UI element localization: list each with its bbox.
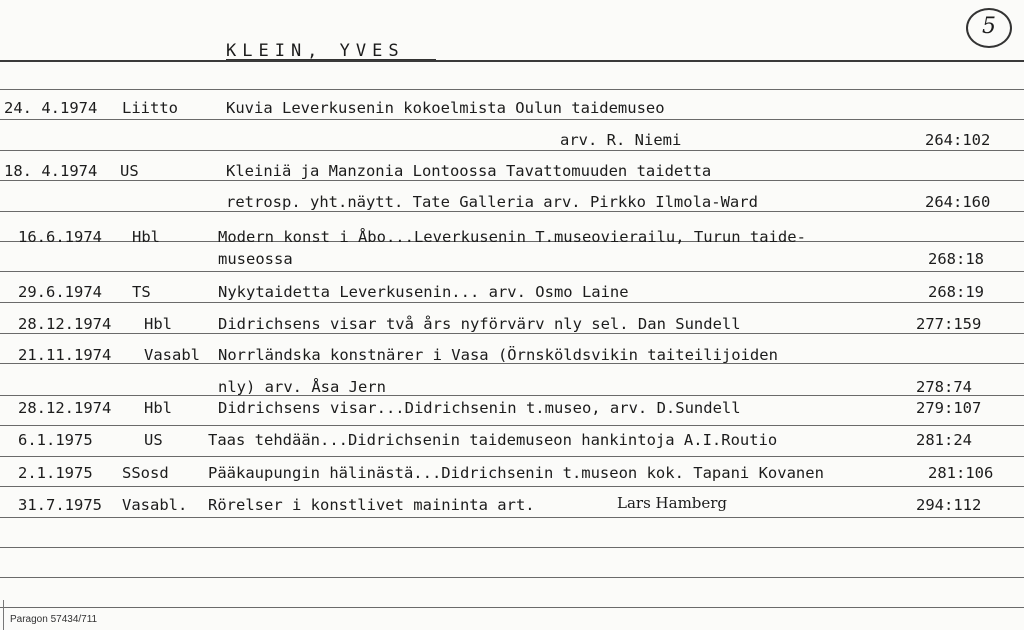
entry-ref: 281:106 (928, 464, 994, 482)
entry-text: Kleiniä ja Manzonia Lontoossa Tavattomuuden taidetta (226, 162, 712, 180)
entry-paper: US (144, 431, 163, 449)
entry-ref: 268:18 (928, 250, 984, 268)
entry-paper: Liitto (122, 99, 178, 117)
entry-paper: SSosd (122, 464, 169, 482)
card-heading: KLEIN, YVES (226, 41, 405, 61)
entry-text: Kuvia Leverkusenin kokoelmista Oulun taidemuseo (226, 99, 665, 117)
entry-date: 24. 4.1974 (4, 99, 98, 117)
entry-paper: Vasabl. (122, 496, 188, 514)
entry-text: Rörelser i konstlivet maininta art. (208, 496, 535, 514)
entry-date: 21.11.1974 (18, 346, 112, 364)
ruled-line (0, 333, 1024, 334)
ruled-line (0, 150, 1024, 151)
ruled-line (0, 425, 1024, 426)
printer-imprint: Paragon 57434/711 (10, 614, 98, 625)
entry-ref: 279:107 (916, 399, 982, 417)
entry-text: Didrichsens visar två års nyförvärv nly sel. Dan Sundell (218, 315, 741, 333)
entry-date: 28.12.1974 (18, 315, 112, 333)
entry-paper: US (120, 162, 139, 180)
entry-ref: 281:24 (916, 431, 972, 449)
ruled-line (0, 211, 1024, 212)
ruled-line (0, 517, 1024, 518)
entry-paper: Hbl (144, 315, 172, 333)
card-number: 5 (966, 8, 1012, 48)
entry-text: Modern konst i Åbo...Leverkusenin T.museovierailu, Turun taide- (218, 228, 806, 246)
entry-date: 2.1.1975 (18, 464, 93, 482)
entry-paper: TS (132, 283, 151, 301)
entry-date: 6.1.1975 (18, 431, 93, 449)
ruled-line (0, 456, 1024, 457)
margin-line (3, 600, 4, 630)
entry-ref: 264:160 (925, 193, 991, 211)
entry-paper: Hbl (144, 399, 172, 417)
ruled-line (0, 607, 1024, 608)
entry-paper: Vasabl (144, 346, 200, 364)
entry-date: 18. 4.1974 (4, 162, 98, 180)
ruled-line (0, 89, 1024, 90)
ruled-line (0, 180, 1024, 181)
entry-text: nly) arv. Åsa Jern (218, 378, 386, 396)
ruled-line (0, 486, 1024, 487)
entry-paper: Hbl (132, 228, 160, 246)
entry-text: Norrländska konstnärer i Vasa (Örnsköldsvikin taiteilijoiden (218, 346, 778, 364)
ruled-line (0, 577, 1024, 578)
entry-date: 28.12.1974 (18, 399, 112, 417)
entry-text: museossa (218, 250, 293, 268)
entry-date: 16.6.1974 (18, 228, 102, 246)
entry-ref: 278:74 (916, 378, 972, 396)
entry-ref: 277:159 (916, 315, 982, 333)
entry-text: Taas tehdään...Didrichsenin taidemuseon hankintoja A.I.Routio (208, 431, 778, 449)
entry-date: 29.6.1974 (18, 283, 102, 301)
ruled-line (0, 271, 1024, 272)
entry-text: Lars Hamberg (617, 494, 728, 512)
entry-text: Pääkaupungin hälinästä...Didrichsenin t.museon kok. Tapani Kovanen (208, 464, 824, 482)
ruled-line (0, 302, 1024, 303)
entry-text: Nykytaidetta Leverkusenin... arv. Osmo Laine (218, 283, 629, 301)
entry-date: 31.7.1975 (18, 496, 102, 514)
entry-ref: 268:19 (928, 283, 984, 301)
ruled-line (0, 119, 1024, 120)
ruled-line (0, 395, 1024, 396)
ruled-line (0, 547, 1024, 548)
entry-text: retrosp. yht.näytt. Tate Galleria arv. Pirkko Ilmola-Ward (226, 193, 758, 211)
entry-text: Didrichsens visar...Didrichsenin t.museo, arv. D.Sundell (218, 399, 741, 417)
entry-ref: 294:112 (916, 496, 982, 514)
entry-ref: 264:102 (925, 131, 991, 149)
entry-text: arv. R. Niemi (560, 131, 682, 149)
ruled-line (0, 60, 1024, 62)
